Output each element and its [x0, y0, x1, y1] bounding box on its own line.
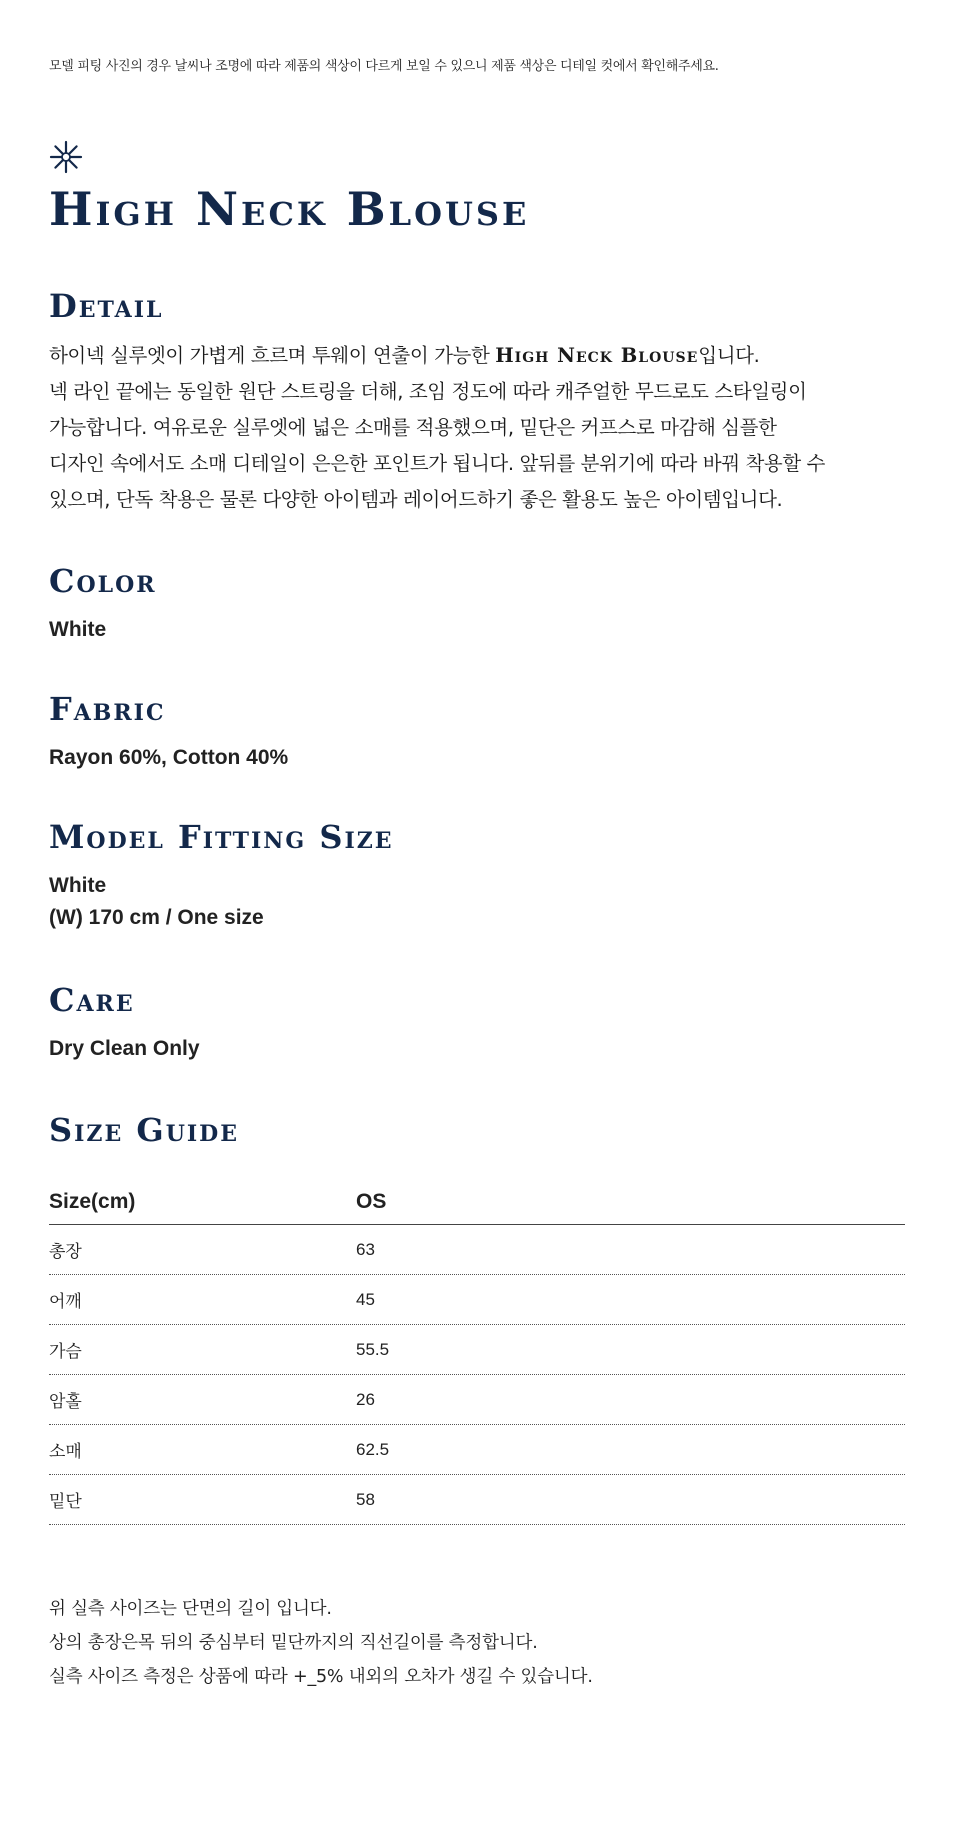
size-table — [49, 1180, 905, 1525]
measure-value: 45 — [356, 1289, 375, 1309]
color-value: White — [49, 618, 107, 641]
table-row — [49, 1225, 905, 1275]
table-row — [49, 1475, 905, 1525]
table-row — [49, 1325, 905, 1375]
asterisk-icon — [49, 140, 83, 174]
fabric-value: Rayon 60%, Cotton 40% — [49, 746, 289, 769]
measure-value: 62.5 — [356, 1439, 390, 1459]
measure-name: 소매 — [49, 1442, 82, 1461]
measure-value: 58 — [356, 1489, 375, 1509]
measure-value: 55.5 — [356, 1339, 390, 1359]
care-value: Dry Clean Only — [49, 1037, 200, 1060]
size-note: 상의 총장은목 뒤의 중심부터 밑단까지의 직선길이를 측정합니다. — [49, 1633, 538, 1653]
measure-name: 어깨 — [49, 1292, 82, 1311]
measure-name: 밑단 — [49, 1492, 82, 1511]
detail-line: 있으며, 단독 착용은 물론 다양한 아이템과 레이어드하기 좋은 활용도 높은 아이템입니다. — [49, 488, 783, 511]
measure-name: 총장 — [49, 1242, 82, 1261]
measure-name: 가슴 — [49, 1342, 82, 1361]
model-fitting-size: (W) 170 cm / One size — [49, 906, 264, 929]
model-fitting-heading: Model Fitting Size — [49, 818, 394, 856]
measure-value: 63 — [356, 1239, 375, 1259]
fabric-heading: Fabric — [49, 690, 166, 728]
size-note: 실측 사이즈 측정은 상품에 따라 +_5% 내외의 오차가 생길 수 있습니다. — [49, 1667, 593, 1687]
detail-description — [49, 338, 909, 518]
size-note: 위 실측 사이즈는 단면의 길이 입니다. — [49, 1599, 332, 1619]
table-row — [49, 1375, 905, 1425]
size-guide-heading: Size Guide — [49, 1111, 240, 1149]
measure-value: 26 — [356, 1389, 375, 1409]
measure-name: 암홀 — [49, 1392, 82, 1411]
table-row — [49, 1275, 905, 1325]
detail-line: 하이넥 실루엣이 가볍게 흐르며 투웨이 연출이 가능한 High Neck Blouse입니다. — [49, 344, 760, 367]
model-fitting-color: White — [49, 874, 107, 897]
size-notes — [49, 1592, 593, 1694]
color-notice: 모델 피팅 사진의 경우 날씨나 조명에 따라 제품의 색상이 다르게 보일 수 있으니 제품 색상은 디테일 컷에서 확인해주세요. — [49, 59, 719, 74]
detail-line: 가능합니다. 여유로운 실루엣에 넓은 소매를 적용했으며, 밑단은 커프스로 마감해 심플한 — [49, 416, 777, 439]
detail-line: 넥 라인 끝에는 동일한 원단 스트링을 더해, 조임 정도에 따라 캐주얼한 무드로도 스타일링이 — [49, 380, 807, 403]
table-row — [49, 1425, 905, 1475]
column-header-os: OS — [356, 1190, 387, 1213]
color-heading: Color — [49, 562, 157, 600]
detail-heading: Detail — [49, 287, 164, 325]
product-title: High Neck Blouse — [49, 182, 530, 236]
size-table-header — [49, 1180, 905, 1225]
column-header-size: Size(cm) — [49, 1190, 136, 1213]
detail-line: 디자인 속에서도 소매 디테일이 은은한 포인트가 됩니다. 앞뒤를 분위기에 따라 바꿔 착용할 수 — [49, 452, 825, 475]
care-heading: Care — [49, 981, 135, 1019]
